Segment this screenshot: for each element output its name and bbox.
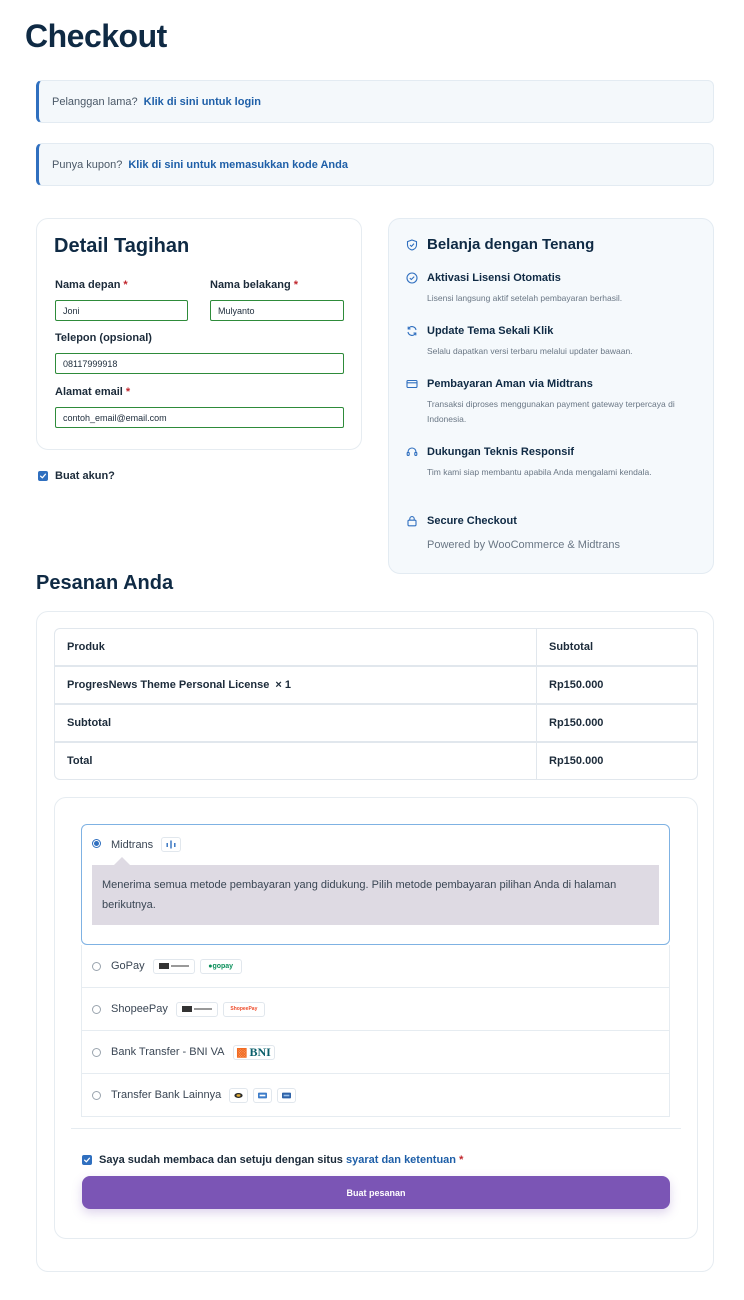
product-name: ProgresNews Theme Personal License <box>67 679 270 691</box>
last-name-label: Nama belakang * <box>210 279 298 291</box>
login-notice-text: Pelanggan lama? <box>52 95 138 108</box>
trust-item-secure-checkout: Secure Checkout Powered by WooCommerce & Midtrans <box>406 515 701 553</box>
table-row <box>55 703 697 741</box>
first-name-input[interactable]: Joni <box>55 300 188 321</box>
create-account-label: Buat akun? <box>55 470 115 482</box>
payment-method-midtrans[interactable] <box>81 824 670 945</box>
payment-method-label: GoPay <box>111 960 145 972</box>
payment-divider <box>71 1128 681 1129</box>
total-value: Rp150.000 <box>549 755 604 767</box>
terms-link[interactable]: syarat dan ketentuan <box>345 1154 457 1166</box>
bank-logo-3 <box>277 1088 296 1103</box>
qris-logo <box>153 959 195 974</box>
trust-item-theme-update: Update Tema Sekali Klik Selalu dapatkan versi terbaru melalui updater bawaan. <box>406 325 701 359</box>
check-circle-icon <box>406 272 418 284</box>
bank-logo-1 <box>229 1088 248 1103</box>
orders-card <box>36 611 714 1272</box>
login-link[interactable]: Klik di sini untuk login <box>143 95 261 108</box>
payment-description: Menerima semua metode pembayaran yang didukung. Pilih metode pembayaran pilihan Anda di halaman berikutnya. <box>92 865 659 925</box>
payment-method-label: Bank Transfer - BNI VA <box>111 1046 225 1058</box>
trust-item-desc: Powered by WooCommerce & Midtrans <box>427 539 620 551</box>
qris-logo <box>176 1002 218 1017</box>
orders-title: Pesanan Anda <box>36 572 174 594</box>
billing-details-card <box>36 218 362 450</box>
payment-method-shopeepay[interactable] <box>81 988 670 1031</box>
email-label: Alamat email * <box>55 386 131 398</box>
payment-radio[interactable] <box>92 839 101 848</box>
order-table-header <box>55 629 697 665</box>
bank-logo-2 <box>253 1088 272 1103</box>
terms-checkbox[interactable] <box>82 1155 92 1165</box>
payment-radio[interactable] <box>92 1048 101 1057</box>
payment-radio[interactable] <box>92 962 101 971</box>
coupon-notice <box>36 143 714 186</box>
headset-icon <box>406 446 418 458</box>
table-row <box>55 741 697 779</box>
trust-item-auto-activation: Aktivasi Lisensi Otomatis Lisensi langsung aktif setelah pembayaran berhasil. <box>406 272 701 306</box>
trust-card <box>388 218 714 574</box>
trust-item-desc: Selalu dapatkan versi terbaru melalui updater bawaan. <box>427 346 633 356</box>
product-price: Rp150.000 <box>549 679 604 691</box>
create-account-row[interactable] <box>38 470 115 482</box>
payment-radio[interactable] <box>92 1091 101 1100</box>
payment-method-other-bank[interactable] <box>81 1074 670 1117</box>
shield-check-icon <box>406 239 418 251</box>
credit-card-icon <box>406 378 418 390</box>
payment-methods-list <box>81 824 670 1117</box>
terms-text: Saya sudah membaca dan setuju dengan situs syarat dan ketentuan * <box>99 1154 464 1166</box>
trust-item-desc: Transaksi diproses menggunakan payment gateway terpercaya di Indonesia. <box>427 399 675 424</box>
payment-method-label: Transfer Bank Lainnya <box>111 1089 222 1101</box>
email-input[interactable]: contoh_email@email.com <box>55 407 344 428</box>
trust-item-secure-payment: Pembayaran Aman via Midtrans Transaksi diproses menggunakan payment gateway terpercaya di Indonesia. <box>406 378 701 427</box>
subtotal-label: Subtotal <box>55 705 537 741</box>
trust-item-desc: Tim kami siap membantu apabila Anda mengalami kendala. <box>427 467 652 477</box>
trust-item-support: Dukungan Teknis Responsif Tim kami siap membantu apabila Anda mengalami kendala. <box>406 446 701 480</box>
column-header-product: Produk <box>55 629 537 665</box>
last-name-input[interactable]: Mulyanto <box>210 300 344 321</box>
product-cell <box>55 667 537 703</box>
trust-title: Belanja dengan Tenang <box>406 236 594 253</box>
login-notice <box>36 80 714 123</box>
payment-method-gopay[interactable] <box>81 945 670 988</box>
midtrans-logo <box>161 837 181 852</box>
subtotal-value: Rp150.000 <box>549 717 604 729</box>
terms-row[interactable] <box>82 1154 463 1166</box>
product-qty: × 1 <box>275 679 291 691</box>
payment-method-bni-va[interactable] <box>81 1031 670 1074</box>
shopeepay-logo: ShopeePay <box>223 1002 265 1017</box>
phone-label: Telepon (opsional) <box>55 332 152 344</box>
page-title: Checkout <box>25 18 167 54</box>
place-order-button[interactable]: Buat pesanan <box>82 1176 670 1209</box>
refresh-icon <box>406 325 418 337</box>
phone-input[interactable]: 08117999918 <box>55 353 344 374</box>
table-row <box>55 665 697 703</box>
first-name-label: Nama depan * <box>55 279 128 291</box>
total-label: Total <box>55 743 537 779</box>
payment-method-label: ShopeePay <box>111 1003 168 1015</box>
create-account-checkbox[interactable] <box>38 471 48 481</box>
bni-logo: ▩ BNI <box>233 1045 275 1060</box>
coupon-notice-text: Punya kupon? <box>52 158 123 171</box>
lock-icon <box>406 515 418 527</box>
payment-method-label: Midtrans <box>111 839 154 851</box>
coupon-link[interactable]: Klik di sini untuk memasukkan kode Anda <box>128 158 348 171</box>
order-table <box>54 628 698 780</box>
trust-item-desc: Lisensi langsung aktif setelah pembayaran berhasil. <box>427 293 623 303</box>
billing-title: Detail Tagihan <box>54 235 190 257</box>
payment-radio[interactable] <box>92 1005 101 1014</box>
column-header-subtotal: Subtotal <box>549 641 593 653</box>
payment-box <box>54 797 698 1239</box>
gopay-logo: ● gopay <box>200 959 242 974</box>
